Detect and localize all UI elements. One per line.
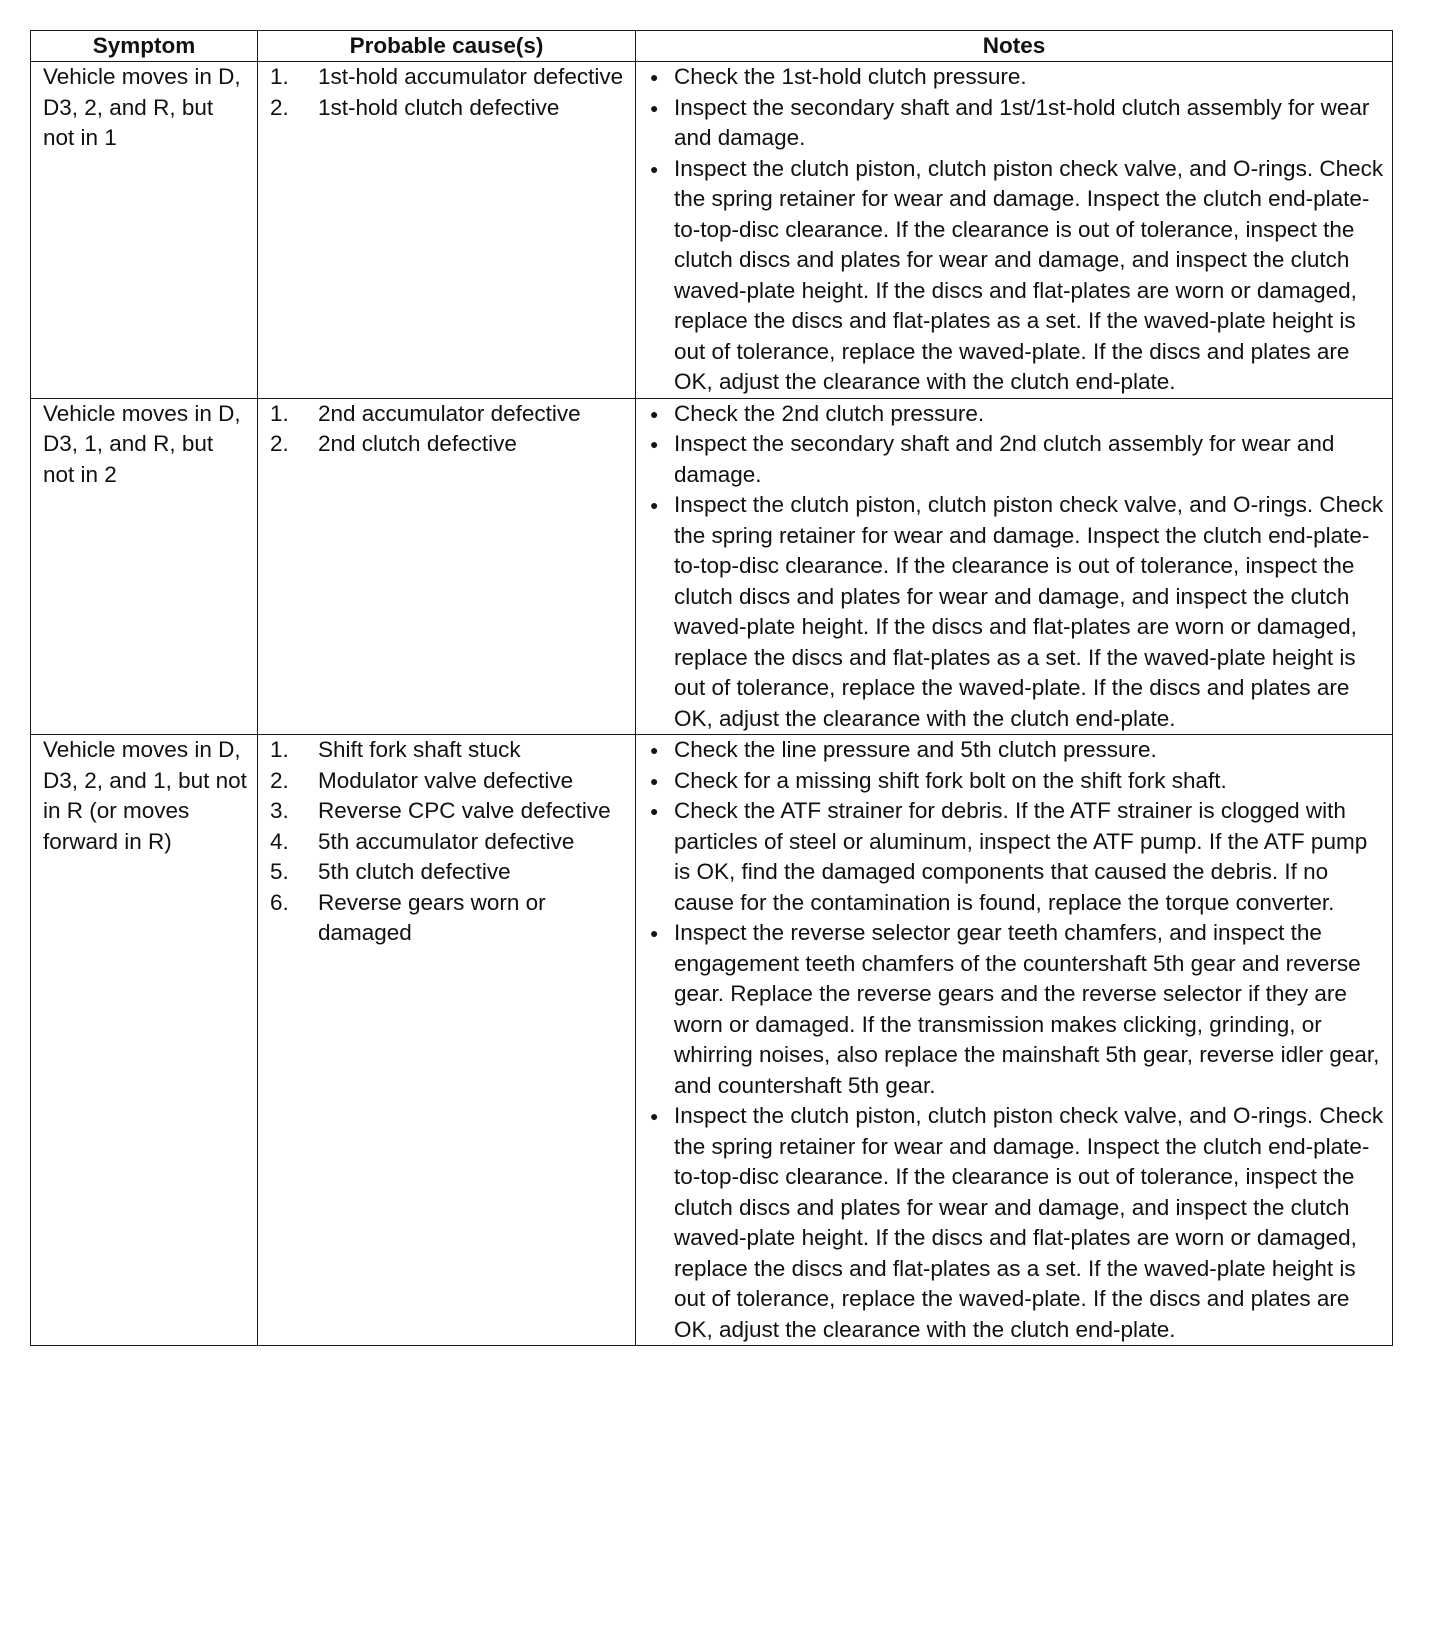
note-item [648,490,1384,734]
header-notes: Notes [636,31,1393,62]
troubleshooting-table [30,30,1393,1346]
notes-list [648,399,1384,735]
cause-text: 1st-hold accumulator defective [318,64,624,89]
notes-cell [636,735,1393,1346]
cause-item [270,93,627,124]
note-item [648,429,1384,490]
note-text: Check the line pressure and 5th clutch pressure. [674,737,1157,762]
bullet-icon: ● [650,436,659,452]
cause-cell [258,62,636,399]
header-row [31,31,1393,62]
bullet-icon: ● [650,69,659,85]
cause-item [270,735,627,766]
cause-text: 5th accumulator defective [318,828,575,854]
symptom-cell [31,398,258,735]
symptom-text: Vehicle moves in D, D3, 2, and 1, but not in R (or moves forward in R) [43,737,247,854]
bullet-icon: ● [650,1108,659,1124]
cause-number: 2. [270,431,289,456]
cause-cell [258,398,636,735]
note-item [648,154,1384,398]
bullet-icon: ● [650,803,659,819]
cause-number: 1. [270,64,289,89]
cause-text: 2nd accumulator defective [318,400,581,426]
note-text: Inspect the reverse selector gear teeth chamfers, and inspect the engagement teeth chamfers of the countershaft 5th gear and reverse gear. Replace the reverse gears and the reverse selector if they are worn or damaged. If the transmission makes clicking, grinding, or whirring noises, also replace the mainshaft 5th gear, reverse idler gear, and countershaft 5th gear. [674,920,1380,1098]
table-body [31,62,1393,1346]
note-item [648,918,1384,1101]
cause-item [270,429,627,460]
cause-item [270,827,627,858]
bullet-icon: ● [650,160,659,177]
symptom-cell [31,735,258,1346]
cause-number: 1. [270,737,289,762]
note-item [648,62,1384,93]
symptom-text: Vehicle moves in D, D3, 1, and R, but not in 2 [43,400,241,487]
cause-number: 6. [270,889,289,915]
symptom-text: Vehicle moves in D, D3, 2, and R, but not in 1 [43,64,241,150]
table-row [31,62,1393,399]
note-text: Check the 1st-hold clutch pressure. [674,64,1027,89]
bullet-icon: ● [650,742,659,758]
cause-item [270,62,627,93]
note-item [648,399,1384,430]
note-item [648,93,1384,154]
cause-item [270,796,627,827]
bullet-icon: ● [650,772,659,789]
notes-list [648,735,1384,1345]
note-item [648,1101,1384,1345]
cause-list [270,735,627,949]
cause-cell [258,735,636,1346]
cause-text: 1st-hold clutch defective [318,94,560,120]
cause-text: Shift fork shaft stuck [318,737,521,762]
cause-number: 2. [270,767,289,793]
bullet-icon: ● [650,497,659,513]
note-text: Check the ATF strainer for debris. If the ATF strainer is clogged with particles of steel or aluminum, inspect the ATF pump. If the ATF pump is OK, find the damaged components that caused the debris. If no cause for the contamination is found, replace the torque converter. [674,798,1368,915]
cause-list [270,62,627,123]
cause-text: Reverse CPC valve defective [318,798,611,823]
table-row [31,735,1393,1346]
note-text: Inspect the clutch piston, clutch piston check valve, and O-rings. Check the spring retainer for wear and damage. Inspect the clutch end-plate-to-top-disc clearance. If the clearance is out of tolerance, inspect the clutch discs and plates for wear and damage, and inspect the clutch waved-plate height. If the discs and flat-plates are worn or damaged, replace the discs and flat-plates as a set. If the waved-plate height is out of tolerance, replace the waved-plate. If the discs and plates are OK, adjust the clearance with the clutch end-plate. [674,155,1384,394]
bullet-icon: ● [650,925,659,941]
note-text: Inspect the secondary shaft and 1st/1st-hold clutch assembly for wear and damage. [674,94,1370,150]
note-text: Check the 2nd clutch pressure. [674,400,985,426]
bullet-icon: ● [650,405,659,422]
note-text: Check for a missing shift fork bolt on the shift fork shaft. [674,767,1227,793]
cause-number: 2. [270,94,289,120]
cause-list [270,399,627,460]
cause-text: 5th clutch defective [318,859,511,884]
bullet-icon: ● [650,99,659,116]
cause-number: 3. [270,798,289,823]
notes-cell [636,62,1393,399]
note-text: Inspect the clutch piston, clutch piston check valve, and O-rings. Check the spring retainer for wear and damage. Inspect the clutch end-plate-to-top-disc clearance. If the clearance is out of tolerance, inspect the clutch discs and plates for wear and damage, and inspect the clutch waved-plate height. If the discs and flat-plates are worn or damaged, replace the discs and flat-plates as a set. If the waved-plate height is out of tolerance, replace the waved-plate. If the discs and plates are OK, adjust the clearance with the clutch end-plate. [674,1103,1384,1342]
cause-number: 5. [270,859,289,884]
cause-item [270,766,627,797]
cause-text: Reverse gears worn or damaged [318,889,546,945]
note-item [648,735,1384,766]
note-item [648,766,1384,797]
symptom-cell [31,62,258,399]
header-probable-causes: Probable cause(s) [258,31,636,62]
cause-text: Modulator valve defective [318,767,574,793]
table-row [31,398,1393,735]
note-text: Inspect the secondary shaft and 2nd clutch assembly for wear and damage. [674,431,1335,487]
cause-number: 1. [270,400,289,426]
cause-text: 2nd clutch defective [318,431,517,456]
note-item [648,796,1384,918]
notes-list [648,62,1384,398]
notes-cell [636,398,1393,735]
cause-number: 4. [270,828,289,854]
note-text: Inspect the clutch piston, clutch piston check valve, and O-rings. Check the spring retainer for wear and damage. Inspect the clutch end-plate-to-top-disc clearance. If the clearance is out of tolerance, inspect the clutch discs and plates for wear and damage, and inspect the clutch waved-plate height. If the discs and flat-plates are worn or damaged, replace the discs and flat-plates as a set. If the waved-plate height is out of tolerance, replace the waved-plate. If the discs and plates are OK, adjust the clearance with the clutch end-plate. [674,492,1384,731]
cause-item [270,857,627,888]
cause-item [270,888,627,949]
cause-item [270,399,627,430]
header-symptom: Symptom [31,31,258,62]
